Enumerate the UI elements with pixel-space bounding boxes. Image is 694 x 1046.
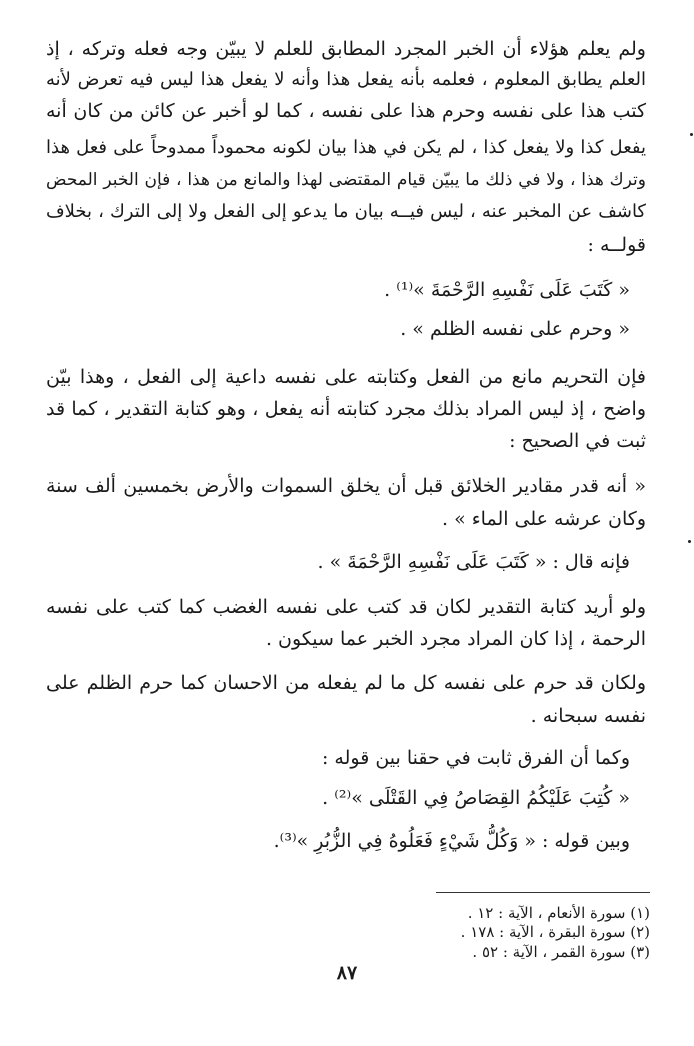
hadith-quote-1: « وحرم على نفسه الظلم » . [400, 318, 630, 340]
scan-speck [688, 540, 691, 543]
text-line-11: واضح ، إذ ليس المراد بذلك مجرد كتابته أنه يفعل ، وهو كتابة التقدير ، كما قد [46, 398, 646, 420]
text-line-16: ولو أريد كتابة التقدير لكان قد كتب على نفسه الغضب كما كتب على نفسه [46, 596, 646, 618]
hadith-quote-2-line-2: وكان عرشه على الماء » . [442, 508, 646, 530]
footnote-2: (٢) سورة البقرة ، الآية : ١٧٨ . [460, 923, 650, 941]
footnote-1: (١) سورة الأنعام ، الآية : ١٢ . [467, 904, 650, 922]
text-line-5: وترك هذا ، ولا في ذلك ما يبيّن قيام المقتضى لهذا والمانع من هذا ، فإن الخبر المحض [46, 170, 646, 190]
text-line-19: نفسه سبحانه . [530, 705, 646, 727]
scan-speck [690, 133, 693, 136]
quran-quote-2: « كُتِبَ عَلَيْكُمُ القِصَاصُ فِي القَتْلَى »⁽²⁾ . [322, 787, 630, 809]
text-line-18: ولكان قد حرم على نفسه كل ما لم يفعله من الاحسان كما حرم الظلم على [46, 672, 646, 694]
text-line-7: قولــه : [587, 234, 646, 256]
text-line-1: ولم يعلم هؤلاء أن الخبر المجرد المطابق للعلم لا يبيّن وجه فعله وتركه ، إذ [46, 38, 646, 60]
text-line-2: العلم يطابق المعلوم ، فعلمه بأنه يفعل هذا وأنه لا يفعل هذا ليس فيه تعرض لأنه [46, 69, 646, 90]
text-line-6: كاشف عن المخبر عنه ، ليس فيــه بيان ما يدعو إلى الفعل ولا إلى الترك ، بخلاف [46, 201, 646, 222]
text-line-15: فإنه قال : « كَتَبَ عَلَى نَفْسِهِ الرَّحْمَةَ » . [317, 551, 630, 573]
footnote-separator [436, 892, 650, 893]
text-line-12: ثبت في الصحيح : [509, 430, 646, 452]
quran-quote-1: « كَتَبَ عَلَى نَفْسِهِ الرَّحْمَةَ »⁽¹⁾ . [384, 279, 630, 301]
text-line-17: الرحمة ، إذا كان المراد مجرد الخبر عما سيكون . [265, 628, 646, 650]
page-number: ٨٧ [336, 962, 358, 984]
quran-quote-3: وبين قوله : « وَكُلُّ شَيْءٍ فَعَلُوهُ فِي الزُّبُرِ »⁽³⁾. [273, 830, 630, 852]
text-line-20: وكما أن الفرق ثابت في حقنا بين قوله : [321, 747, 630, 769]
text-line-10: فإن التحريم مانع من الفعل وكتابته على نفسه داعية إلى الفعل ، وهذا بيّن [46, 366, 646, 388]
hadith-quote-2-line-1: « أنه قدر مقادير الخلائق قبل أن يخلق السموات والأرض بخمسين ألف سنة [46, 475, 646, 497]
footnote-3: (٣) سورة القمر ، الآية : ٥٢ . [472, 943, 650, 961]
text-line-4: يفعل كذا ولا يفعل كذا ، لم يكن في هذا بيان لكونه محموداً ممدوحاً على فعل هذا [46, 137, 646, 158]
text-line-3: كتب هذا على نفسه وحرم هذا على نفسه ، كما لو أخبر عن كائن من كان أنه [46, 100, 646, 122]
